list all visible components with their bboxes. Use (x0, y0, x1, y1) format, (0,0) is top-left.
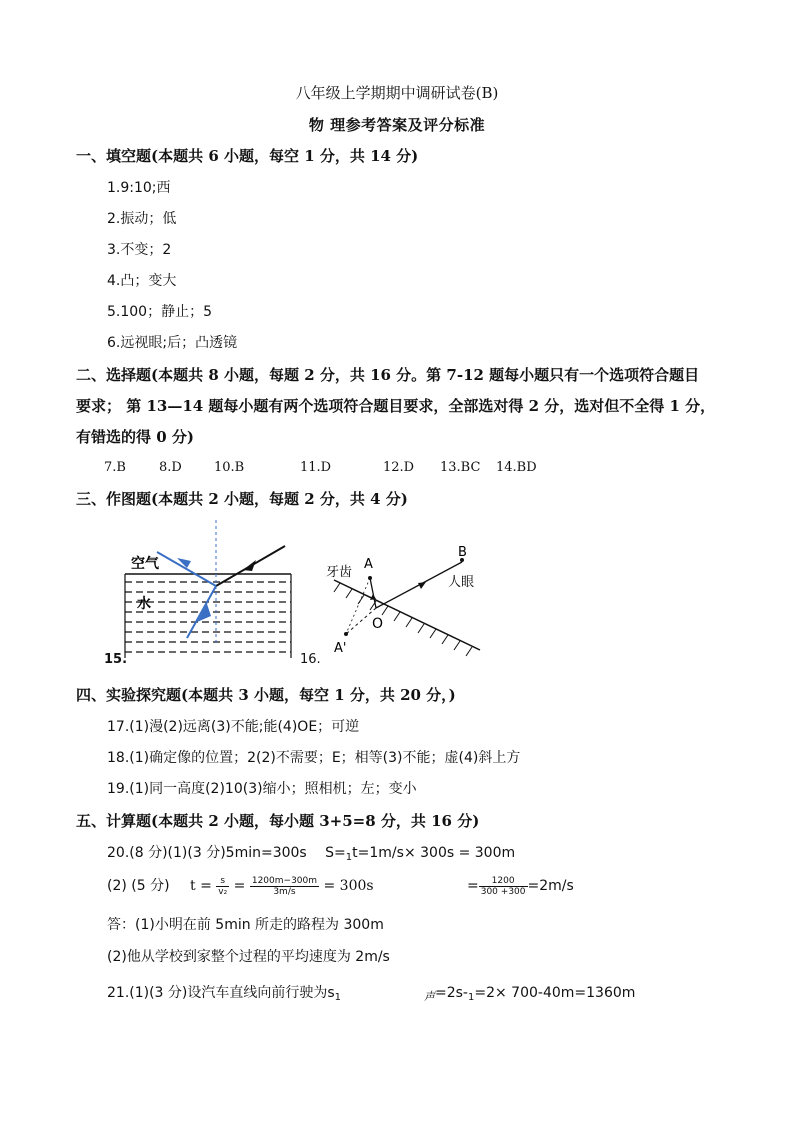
figure-15-refraction-diagram (115, 518, 295, 668)
q20-t-eq: t = (190, 878, 212, 894)
q20-answer-1: 答：(1)小明在前 5min 所走的路程为 300m (107, 917, 384, 933)
q20-part1-sub: 1 (345, 852, 353, 863)
q20-part2-label: (2) (5 分) (107, 878, 170, 894)
choice-14: 14.BD (496, 460, 537, 475)
q21-sound-distance (424, 984, 635, 1007)
section5-heading: 五、计算题(本题共 2 小题，每小题 3+5=8 分，共 16 分) (76, 812, 480, 830)
choice-11: 11.D (300, 460, 332, 475)
answer-key-subtitle: 物 理参考答案及评分标准 (308, 116, 486, 134)
choice-12: 12.D (383, 460, 415, 475)
q20-answer-2: (2)他从学校到家整个过程的平均速度为 2m/s (107, 949, 390, 965)
fraction-distance-over-speed: $\frac{1200m-300m}{3m/s}$ (251, 875, 318, 897)
point-B-label: B (458, 545, 467, 560)
choice-7: 7.B (104, 460, 126, 475)
point-O-label: O (372, 616, 384, 632)
q21-result: =2× 700-40m=1360m (474, 985, 636, 1001)
q20-part1 (107, 844, 515, 867)
choice-13: 13.BC (440, 460, 481, 475)
q20-velocity (467, 873, 574, 899)
q21-sub: 1 (334, 992, 342, 1003)
figure-16-mirror-diagram (320, 540, 490, 660)
answer-6: 6.远视眼;后；凸透镜 (107, 335, 238, 351)
answer-1: 1.9:10;西 (107, 180, 171, 196)
point-A-prime-label: A' (334, 641, 347, 656)
section2-heading-line2: 要求； 第 13—14 题每小题有两个选项符合题目要求，全部选对得 2 分，选对但不全得 1 分， (76, 397, 716, 415)
q21-eq: =2s- (435, 985, 468, 1001)
answer-3: 3.不变；2 (107, 242, 172, 258)
answer-5: 5.100；静止；5 (107, 304, 212, 320)
q21-sound-sub: 声 (424, 990, 435, 1003)
answer-2: 2.振动；低 (107, 211, 177, 227)
choice-8: 8.D (159, 460, 182, 475)
q21-sub2: 1 (467, 992, 475, 1003)
section4-heading: 四、实验探究题(本题共 3 小题，每空 1 分，共 20 分，) (76, 686, 456, 704)
figure-15-label: 15. (104, 652, 128, 667)
q20-part1-calc: t=1m/s× 300s = 300m (352, 845, 516, 861)
q21-intro: 21.(1)(3 分)设汽车直线向前行驶为s (107, 985, 335, 1001)
q20-t-result: = 300s (323, 878, 374, 894)
exam-title: 八年级上学期期中调研试卷(B) (295, 84, 499, 102)
answer-4: 4.凸；变大 (107, 273, 177, 289)
q20-part2: (2) (5 分) t = $\frac{s}{\text{v₂}}$ = $\frac{1200m-300m}{3m/s}$ = 300s (107, 875, 374, 897)
section1-heading: 一、填空题(本题共 6 小题，每空 1 分，共 14 分) (76, 147, 419, 165)
q20-part1-s: S= (325, 845, 346, 861)
answer-18: 18.(1)确定像的位置；2(2)不需要；E；相等(3)不能；虚(4)斜上方 (107, 750, 521, 766)
point-A-label: A (364, 557, 373, 572)
answer-17: 17.(1)漫(2)远离(3)不能;能(4)OE；可逆 (107, 719, 360, 735)
answer-19: 19.(1)同一高度(2)10(3)缩小；照相机；左；变小 (107, 781, 417, 797)
section3-heading: 三、作图题(本题共 2 小题，每题 2 分，共 4 分) (76, 490, 408, 508)
q20-part1-time: 20.(8 分)(1)(3 分)5min=300s (107, 845, 307, 861)
q21-line (107, 984, 341, 1007)
label-air: 空气 (131, 556, 159, 572)
section2-heading-line1: 二、选择题(本题共 8 小题，每题 2 分，共 16 分。第 7-12 题每小题只有一个选项符合题目 (76, 366, 700, 384)
q20-v-result: =2m/s (527, 878, 574, 894)
section2-heading-line3: 有错选的得 0 分) (76, 428, 194, 446)
label-water: 水 (137, 596, 151, 612)
fraction-s-over-v2: $\frac{s}{\text{v₂}}$ (218, 875, 228, 897)
q20-v-eq: = (467, 878, 479, 894)
fraction-total-distance-over-time: $\frac{1200}{300 +300}$ (480, 875, 526, 897)
tooth-label: 牙齿 (326, 565, 353, 580)
figure-16-label: 16. (300, 652, 321, 667)
eye-label: 人眼 (448, 575, 475, 590)
choice-10: 10.B (214, 460, 245, 475)
